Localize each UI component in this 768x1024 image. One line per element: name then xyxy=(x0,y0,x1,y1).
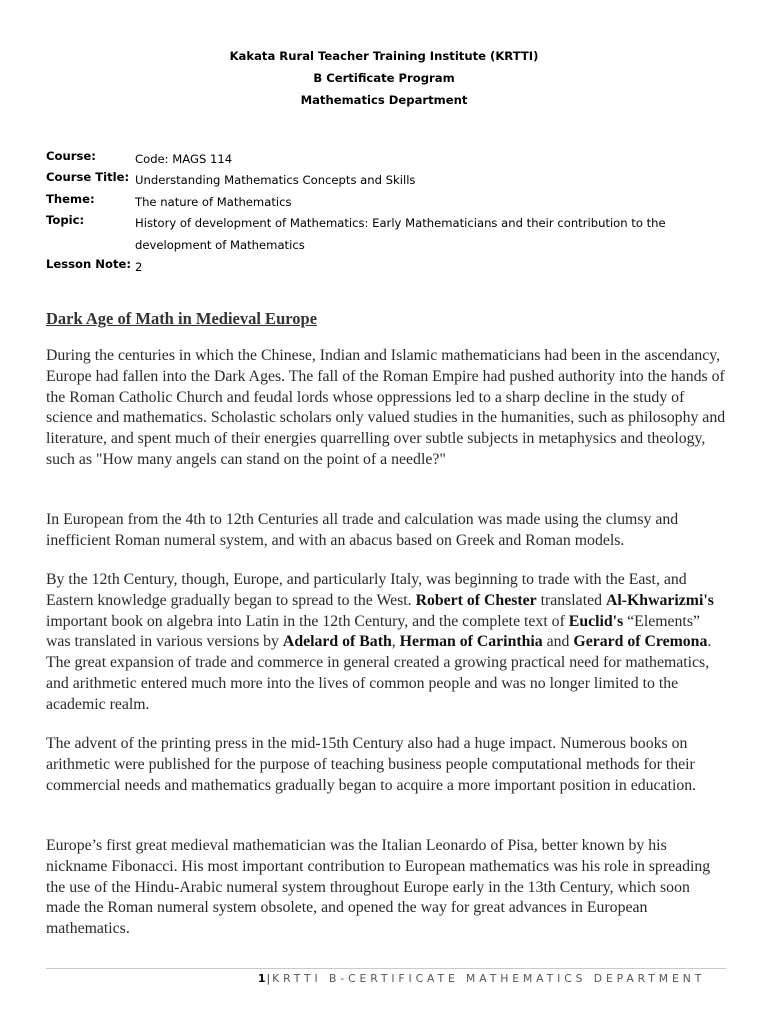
institute-name: Kakata Rural Teacher Training Institute (KRTTI) xyxy=(229,49,539,63)
page-number: 1 xyxy=(258,972,266,985)
text-span: “Elements” was translated in various versions by xyxy=(46,612,700,651)
text-span: By the 12th Century, though, Europe, and particularly Italy, was beginning to trade with the East, and Eastern knowledge gradually began to spread to the West. xyxy=(46,571,687,609)
text-span: and xyxy=(542,633,574,651)
page-footer xyxy=(258,972,705,985)
paragraph-dark-ages: During the centuries in which the Chinese, Indian and Islamic mathematicians had been in the ascendancy, Europe had fallen into the Dark Ages. The fall of the Roman Empire had pushed authority into the hands of the Roman Catholic Church and feudal lords whose oppressions led to a sharp decline in the study of science and mathematics. Scholastic scholars only valued studies in the humanities, such as philosophy and literature, and spent much of their energies quarrelling over subtle subjects in metaphysics and theology, such as "How many angels can stand on the point of a needle?" xyxy=(46,347,726,468)
theme-label: Theme: xyxy=(46,192,95,206)
footer-separator: | xyxy=(266,972,271,985)
footer-divider xyxy=(46,968,726,969)
lesson-note-label: Lesson Note: xyxy=(46,257,132,271)
course-title-value: Understanding Mathematics Concepts and Skills xyxy=(135,173,416,187)
name-al-khwarizmi: Al-Khwarizmi's xyxy=(605,591,714,609)
department-name: Mathematics Department xyxy=(300,93,468,107)
text-span: , xyxy=(391,633,400,651)
text-span: important book on algebra into Latin in the 12th Century, and the complete text of xyxy=(46,612,569,630)
footer-text: KRTTI B-CERTIFICATE MATHEMATICS DEPARTMENT xyxy=(272,972,706,985)
program-name: B Certificate Program xyxy=(313,71,455,85)
name-gerard-of-cremona: Gerard of Cremona xyxy=(573,633,708,651)
topic-value: History of development of Mathematics: Early Mathematicians and their contribution to the development of Mathematics xyxy=(135,216,666,252)
paragraph-translations xyxy=(46,570,726,716)
paragraph-roman-numerals: In European from the 4th to 12th Centuries all trade and calculation was made using the clumsy and inefficient Roman numeral system, and with an abacus based on Greek and Roman models. xyxy=(46,511,679,549)
name-euclid: Euclid's xyxy=(568,612,624,630)
text-span: translated xyxy=(536,591,606,609)
course-value: Code: MAGS 114 xyxy=(135,152,233,166)
name-robert-of-chester: Robert of Chester xyxy=(415,591,537,609)
name-herman-of-carinthia: Herman of Carinthia xyxy=(399,633,543,651)
lesson-note-value: 2 xyxy=(135,260,143,274)
theme-value: The nature of Mathematics xyxy=(135,195,292,209)
paragraph-printing-press: The advent of the printing press in the mid-15th Century also had a huge impact. Numerous books on arithmetic were published for the purpose of teaching business people computational methods for their commercial needs and mathematics gradually began to acquire a more important position in education. xyxy=(46,735,697,794)
section-heading: Dark Age of Math in Medieval Europe xyxy=(46,309,318,328)
text-span: . The great expansion of trade and commerce in general created a growing practical need for mathematics, and arithmetic entered much more into the lives of common people and was no longer limited to the academic realm. xyxy=(46,633,712,713)
topic-label: Topic: xyxy=(46,213,85,227)
name-adelard-of-bath: Adelard of Bath xyxy=(282,633,392,651)
paragraph-fibonacci: Europe’s first great medieval mathematician was the Italian Leonardo of Pisa, better known by his nickname Fibonacci. His most important contribution to European mathematics was his role in spreading the use of the Hindu-Arabic numeral system throughout Europe early in the 13th Century, which soon made the Roman numeral system obsolete, and opened the way for great advances in European mathematics. xyxy=(46,837,711,938)
course-label: Course: xyxy=(46,149,96,163)
course-title-label: Course Title: xyxy=(46,170,130,184)
